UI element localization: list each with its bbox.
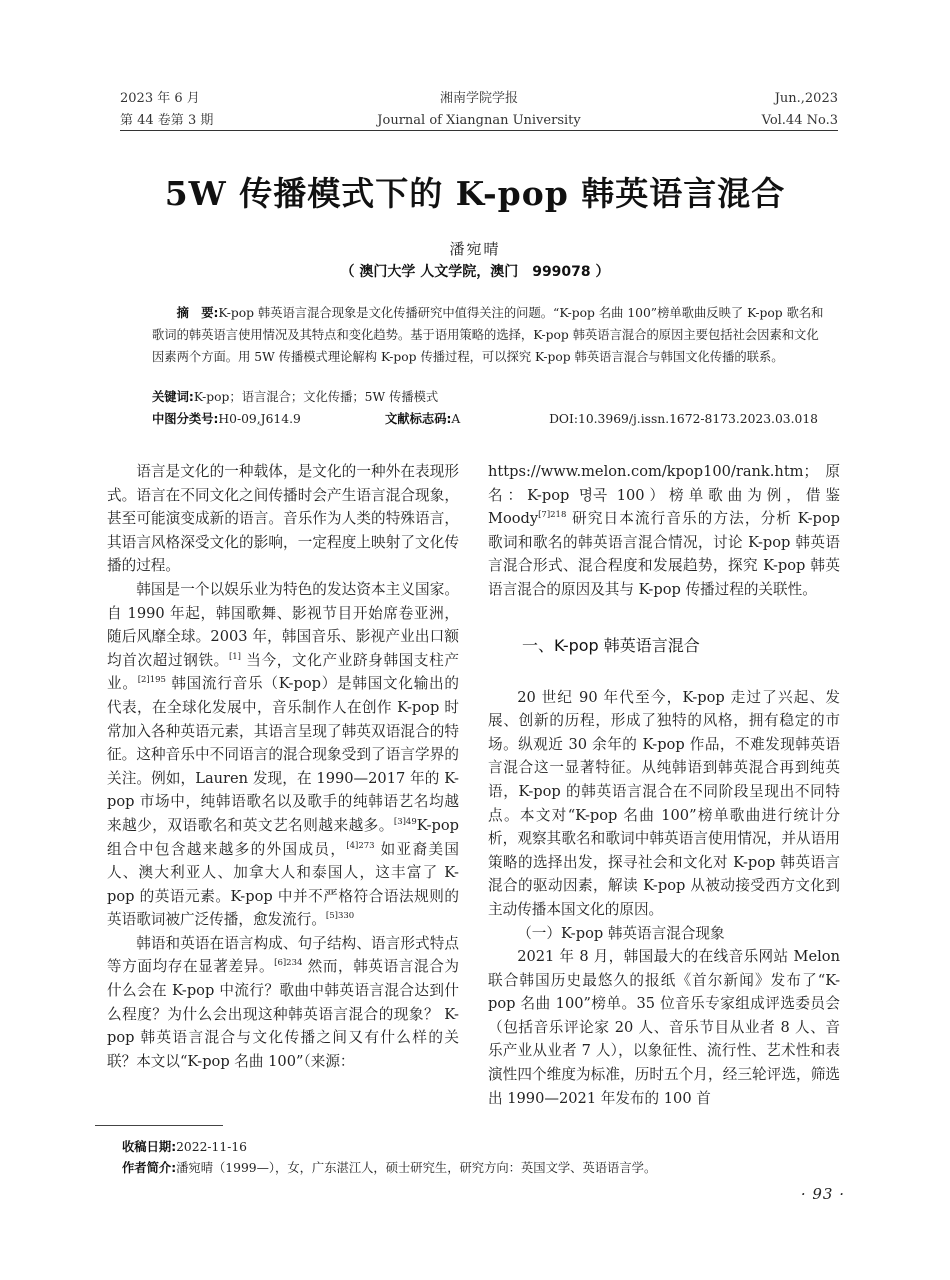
author-affiliation: （ 澳门大学 人文学院，澳门 999078 ） xyxy=(340,264,610,280)
document-code: 文献标志码:A xyxy=(385,412,461,426)
keywords-label: 关键词: xyxy=(152,390,194,404)
header-rule xyxy=(120,130,838,131)
doi: DOI:10.3969/j.issn.1672-8173.2023.03.018 xyxy=(549,412,818,426)
abstract-label: 摘 要: xyxy=(176,306,219,320)
citation: [7]218 xyxy=(538,510,567,521)
paragraph: https://www.melon.com/kpop100/rank.htm；原名：K-pop 명곡 100）榜单歌曲为例，借鉴 Moody$^{[7]218}$ 研究日本流行音乐的方法，分析 K-pop 歌词和歌名的韩英语言混合情况，讨论 K-pop 韩英语言混合形式、混合程度和发展趋势，探究 K-pop 韩英语言混合的原因及其与 K-pop 传播过程的关联性。 xyxy=(488,463,840,598)
citation: [1] xyxy=(228,651,241,662)
section-heading: 一、K-pop 韩英语言混合 xyxy=(522,635,700,655)
classification-line xyxy=(152,408,828,430)
header-journal: 湘南学院学报 Journal of Xiangnan University xyxy=(377,91,581,128)
keywords xyxy=(152,386,438,408)
header-volume: Jun.,2023 Vol.44 No.3 xyxy=(761,91,838,128)
paragraph: 2021 年 8 月，韩国最大的在线音乐网站 Melon 联合韩国历史最悠久的报纸《首尔新闻》发布了“K-pop 名曲 100”榜单。35 位音乐专家组成评选委员会（包括音乐评论家 20 人、音乐节目从业者 8 人、音乐产业从业者 7 人），以象征性、流行性、艺术性和表演性四个维度为标准，历时五个月，经三轮评选，筛选出 1990—2021 年发布的 100 首 xyxy=(488,948,840,1107)
header-date: 2023 年 6 月 第 44 卷第 3 期 xyxy=(120,91,214,128)
keywords-text: K-pop；语言混合；文化传播；5W 传播模式 xyxy=(193,390,439,404)
author-bio: 作者简介:潘宛晴（1999—），女，广东湛江人，硕士研究生，研究方向：英国文学、英语语言学。 xyxy=(122,1161,657,1175)
citation: [5]330 xyxy=(325,911,355,922)
clc-code: 中图分类号:H0-09,J614.9 xyxy=(152,412,301,426)
citation: [6]234 xyxy=(274,958,303,969)
paragraph: 20 世纪 90 年代至今，K-pop 走过了兴起、发展、创新的历程，形成了独特的风格，拥有稳定的市场。纵观近 30 余年的 K-pop 作品，不难发现韩英语言混合这一显著特征。从纯韩语到韩英混合再到纯英语，K-pop 的韩英语言混合在不同阶段呈现出不同特点。本文对“K-pop 名曲 100”榜单歌曲进行统计分析，观察其歌名和歌词中韩英语言使用情况，并从语用策略的选择出发，探寻社会和文化对 K-pop 韩英语言混合的驱动因素，解读 K-pop 从被动接受西方文化到主动传播本国文化的原因。 xyxy=(488,688,840,918)
abstract-text: K-pop 韩英语言混合现象是文化传播研究中值得关注的问题。“K-pop 名曲 100”榜单歌曲反映了 K-pop 歌名和歌词的韩英语言使用情况及其特点和变化趋势。基于语用策略的选择，K-pop 韩英语言混合的原因主要包括社会因素和文化因素两个方面。用 5W 传播模式理论解构 K-pop 传播过程，可以探究 K-pop 韩英语言混合与韩国文化传播的联系。 xyxy=(152,306,824,364)
citation: [2]195 xyxy=(137,675,166,686)
paragraph: 韩语和英语在语言构成、句子结构、语言形式特点等方面均存在显著差异。$^{[6]234}$ 然而，韩英语言混合为什么会在 K-pop 中流行？歌曲中韩英语言混合达到什么程度？为什么会出现这种韩英语言混合的现象？ K-pop 韩英语言混合与文化传播之间又有什么样的关联？本文以“K-pop 名曲 100”（来源： xyxy=(107,934,459,1070)
paragraph: 韩国是一个以娱乐业为特色的发达资本主义国家。自 1990 年起，韩国歌舞、影视节目开始席卷亚洲，随后风靡全球。2003 年，韩国音乐、影视产业出口额均首次超过钢铁。[1] 当今，文化产业跻身韩国支柱产业。$^{[2]195}$ 韩国流行音乐（K-pop）是韩国文化输出的代表，在全球化发展中，音乐制作人在创作 K-pop 时常加入各种英语元素，其语言呈现了韩英双语混合的特征。这种音乐中不同语言的混合现象受到了语言学界的关注。例如，Lauren 发现，在 1990—2017 年的 K-pop 市场中，纯韩语歌名以及歌手的纯韩语艺名均越来越少，双语歌名和英文艺名则越来越多。$^{[3]49}$K-pop 组合中包含越来越多的外国成员，$^{[4]273}$ 如亚裔美国人、澳大利亚人、加拿大人和泰国人，这丰富了 K-pop 的英语元素。K-pop 中并不严格符合语法规则的英语歌词被广泛传播，愈发流行。$^{[5]330}$ xyxy=(107,580,459,929)
footnote-rule xyxy=(95,1125,223,1126)
received-date: 收稿日期:2022-11-16 xyxy=(122,1140,248,1154)
author-name: 潘宛晴 xyxy=(449,240,501,258)
subsection-heading: （一）K-pop 韩英语言混合现象 xyxy=(517,924,725,942)
citation: [3]49 xyxy=(393,817,417,828)
abstract xyxy=(152,302,828,368)
page-number: · 93 · xyxy=(800,1185,845,1203)
paragraph: 语言是文化的一种载体，是文化的一种外在表现形式。语言在不同文化之间传播时会产生语言混合现象，甚至可能演变成新的语言。音乐作为人类的特殊语言，其语言风格深受文化的影响，一定程度上映射了文化传播的过程。 xyxy=(107,463,459,575)
body-column-left xyxy=(107,460,459,1073)
paper-title: 5W 传播模式下的 K-pop 韩英语言混合 xyxy=(164,174,786,213)
running-header xyxy=(120,88,838,134)
citation: [4]273 xyxy=(346,840,375,851)
body-column-right xyxy=(488,460,840,1110)
